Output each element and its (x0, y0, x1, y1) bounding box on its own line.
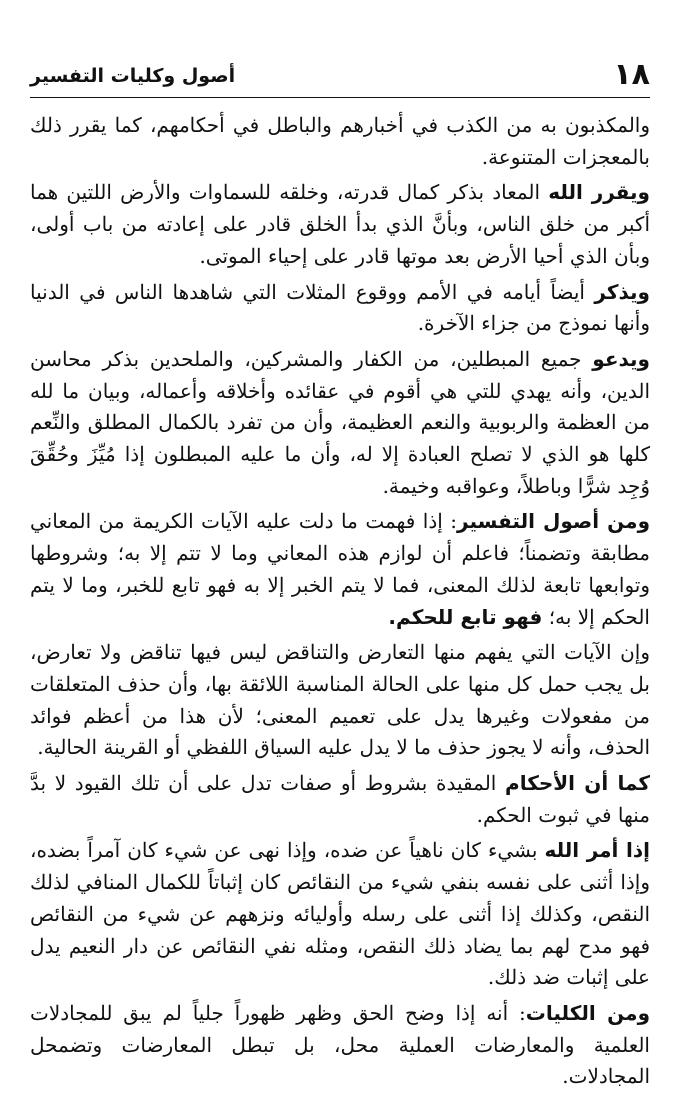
paragraph (30, 277, 650, 340)
paragraph (30, 835, 650, 994)
running-title: أصول وكليات التفسير (30, 65, 236, 87)
paragraph-text: المقيدة بشروط أو صفات تدل على أن تلك القيود لا بدَّ منها في ثبوت الحكم. (30, 771, 650, 827)
paragraph-text: : أنه إذا وضح الحق وظهر ظهوراً جلياً لم يبق للمجادلات العلمية والمعارضات العملية محل، بل تبطل المعارضات وتضمحل المجادلات. (30, 1000, 650, 1089)
body-text (30, 110, 650, 1097)
paragraph-lead: كما أن الأحكام (505, 771, 650, 796)
paragraph-text: وإن الآيات التي يفهم منها التعارض والتناقض ليس فيها تناقض ولا تعارض، بل يجب حمل كل منها على الحالة المناسبة اللائقة بها، وأن حذف المتعلقات من مفعولات وغيرها يدل على تعميم المعنى؛ لأن هذا من أعظم فوائد الحذف، وأنه لا يجوز حذف ما لا يدل عليه السياق اللفظي أو القرينة الحالية. (30, 640, 650, 760)
paragraph-lead: ويقرر الله (548, 180, 650, 205)
paragraph-text: المعاد بذكر كمال قدرته، وخلقه للسماوات والأرض اللتين هما أكبر من خلق الناس، وبأنَّ الذي بدأ الخلق قادر على إعادته من باب أولى، وبأن الذي أحيا الأرض بعد موتها قادر على إحياء الموتى. (30, 180, 650, 268)
paragraph-text: أيضاً أيامه في الأمم ووقوع المثلات التي شاهدها الناس في الدنيا وأنها نموذج من جزاء الآخرة. (30, 279, 650, 336)
paragraph (30, 110, 650, 173)
header-rule (30, 97, 650, 98)
paragraph-text: والمكذبون به من الكذب في أخبارهم والباطل في أحكامهم، كما يقرر ذلك بالمعجزات المتنوعة. (30, 113, 650, 169)
paragraph-text: جميع المبطلين، من الكفار والمشركين، والملحدين بذكر محاسن الدين، وأنه يهدي للتي هي أقوم في عقائده وأخلاقه وأعماله، وبيان ما لله من العظمة والربوبية والنعم العظيمة، وأن من تفرد بالكمال المطلق والنِّعم كلها هو الذي لا تصلح العبادة إلا له، وأن ما عليه المبطلون إذا مُيِّزَ وحُقِّقَ وُجِد شرًّا وباطلاً، وعواقبه وخيمة. (30, 346, 650, 498)
paragraph (30, 998, 650, 1093)
paragraph-text: : إذا فهمت ما دلت عليه الآيات الكريمة من المعاني مطابقة وتضمناً؛ فاعلم أن لوازم هذه المعاني وما لا تتم إلا به؛ وشروطها وتوابعها تابعة لذلك المعنى، فما لا يتم الخبر إلا به فهو تابع للخبر، وما لا يتم الحكم إلا به؛ (30, 509, 650, 629)
paragraph (30, 344, 650, 503)
paragraph-lead: ومن أصول التفسير (457, 509, 650, 534)
page-number: ١٨ (613, 57, 650, 92)
paragraph (30, 637, 650, 764)
paragraph-tail-bold: فهو تابع للحكم. (388, 604, 543, 629)
paragraph (30, 177, 650, 272)
paragraph-text: بشيء كان ناهياً عن ضده، وإذا نهى عن شيء كان آمراً بضده، وإذا أثنى على نفسه بنفي شيء من النقائص كان إثباتاً للكمال المنافي لذلك النقص، وكذلك إذا أثنى على رسله وأوليائه ونزههم عن شيء من النقائص فهو مدح لهم بما يضاد ذلك النقص، ومثله نفي النقائص عن دار النعيم يدل على إثبات ضد ذلك. (30, 838, 650, 990)
paragraph-lead: ويدعو (592, 346, 650, 371)
paragraph (30, 768, 650, 831)
paragraph (30, 506, 650, 633)
page-header (30, 58, 650, 98)
paragraph-lead: ويذكر (594, 279, 650, 304)
paragraph-lead: ومن الكليات (525, 1000, 650, 1025)
paragraph-lead: إذا أمر الله (544, 838, 650, 863)
